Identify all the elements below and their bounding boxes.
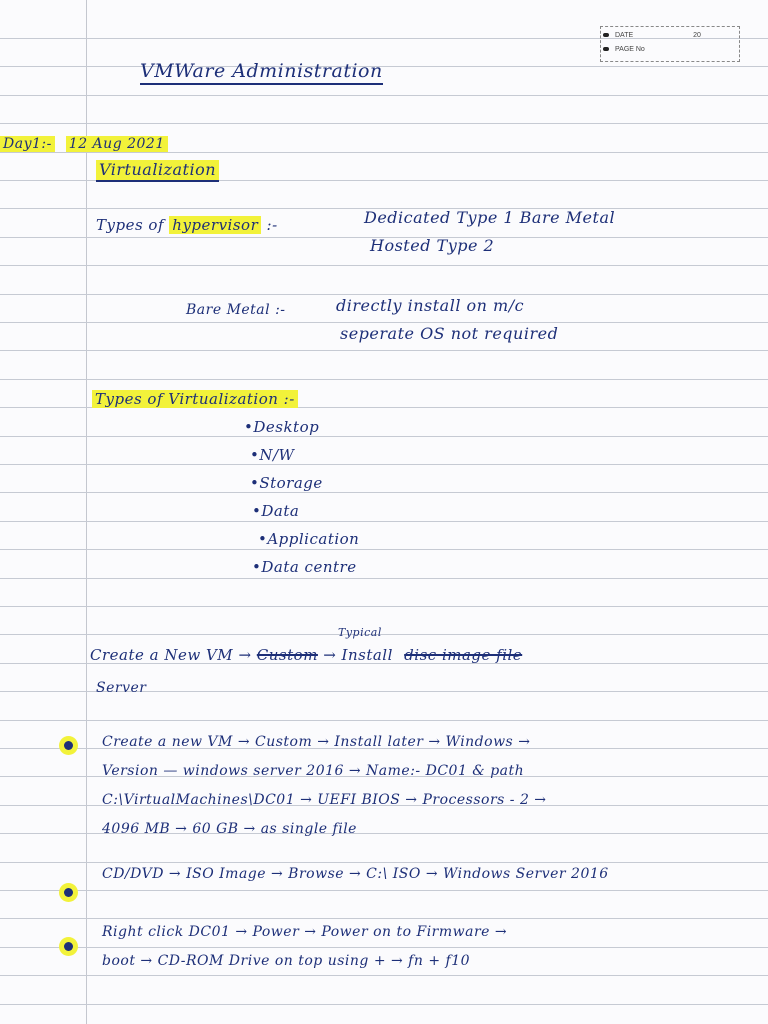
- ruled-line: [0, 379, 768, 380]
- day-topic: Virtualization: [96, 160, 219, 179]
- ruled-line: [0, 862, 768, 863]
- ruled-line: [0, 521, 768, 522]
- day-label: Day1:-: [0, 136, 55, 152]
- ruled-line: [0, 436, 768, 437]
- create-vm-server: Server: [96, 680, 147, 696]
- virtualization-item: •Data centre: [252, 558, 357, 576]
- ruled-line: [0, 464, 768, 465]
- virtualization-item: •N/W: [250, 446, 295, 464]
- date-box: [600, 26, 740, 62]
- virtualization-heading: Types of Virtualization :-: [92, 390, 298, 408]
- hypervisor-line-1: Dedicated Type 1 Bare Metal: [364, 208, 616, 227]
- binder-ring: [603, 33, 609, 37]
- ruled-line: [0, 578, 768, 579]
- hypervisor-heading: Types of hypervisor :-: [96, 216, 278, 234]
- binder-ring: [603, 47, 609, 51]
- step-line: Right click DC01 → Power → Power on to Firmware →: [102, 924, 508, 940]
- step-line: CD/DVD → ISO Image → Browse → C:\ ISO → Windows Server 2016: [102, 866, 609, 882]
- ruled-line: [0, 95, 768, 96]
- step-line: Create a new VM → Custom → Install later → Windows →: [102, 734, 531, 750]
- step-line: 4096 MB → 60 GB → as single file: [102, 821, 357, 837]
- ruled-line: [0, 634, 768, 635]
- baremetal-label: Bare Metal :-: [186, 302, 286, 318]
- baremetal-line-2: seperate OS not required: [340, 324, 559, 343]
- bullet-dot: [64, 888, 73, 897]
- virtualization-item: •Desktop: [244, 418, 320, 436]
- ruled-line: [0, 492, 768, 493]
- ruled-line: [0, 322, 768, 323]
- virtualization-item: •Storage: [250, 474, 323, 492]
- ruled-line: [0, 152, 768, 153]
- ruled-line: [0, 947, 768, 948]
- hypervisor-line-2: Hosted Type 2: [370, 236, 495, 255]
- ruled-line: [0, 975, 768, 976]
- date-label: DATE 20: [615, 32, 701, 39]
- ruled-line: [0, 918, 768, 919]
- ruled-line: [0, 549, 768, 550]
- virtualization-item: •Application: [258, 530, 360, 548]
- step-line: C:\VirtualMachines\DC01 → UEFI BIOS → Processors - 2 →: [102, 792, 547, 808]
- day-line: [0, 136, 168, 152]
- page-title: VMWare Administration: [140, 60, 383, 85]
- step-line: Version — windows server 2016 → Name:- DC01 & path: [102, 763, 525, 779]
- baremetal-line-1: directly install on m/c: [336, 296, 525, 315]
- virtualization-item: •Data: [252, 502, 300, 520]
- ruled-line: [0, 294, 768, 295]
- page-label: PAGE No: [615, 46, 645, 53]
- ruled-line: [0, 123, 768, 124]
- ruled-line: [0, 350, 768, 351]
- ruled-line: [0, 1004, 768, 1005]
- ruled-line: [0, 720, 768, 721]
- bullet-dot: [64, 942, 73, 951]
- step-line: boot → CD-ROM Drive on top using + → fn + f10: [102, 953, 471, 969]
- ruled-line: [0, 606, 768, 607]
- ruled-line: [0, 890, 768, 891]
- day-date: 12 Aug 2021: [66, 136, 168, 152]
- typical-note: Typical: [338, 626, 382, 639]
- ruled-line: [0, 66, 768, 67]
- bullet-dot: [64, 741, 73, 750]
- margin-line: [86, 0, 87, 1024]
- create-vm-line: Create a New VM → Custom → Install disc image file: [90, 646, 523, 664]
- ruled-line: [0, 265, 768, 266]
